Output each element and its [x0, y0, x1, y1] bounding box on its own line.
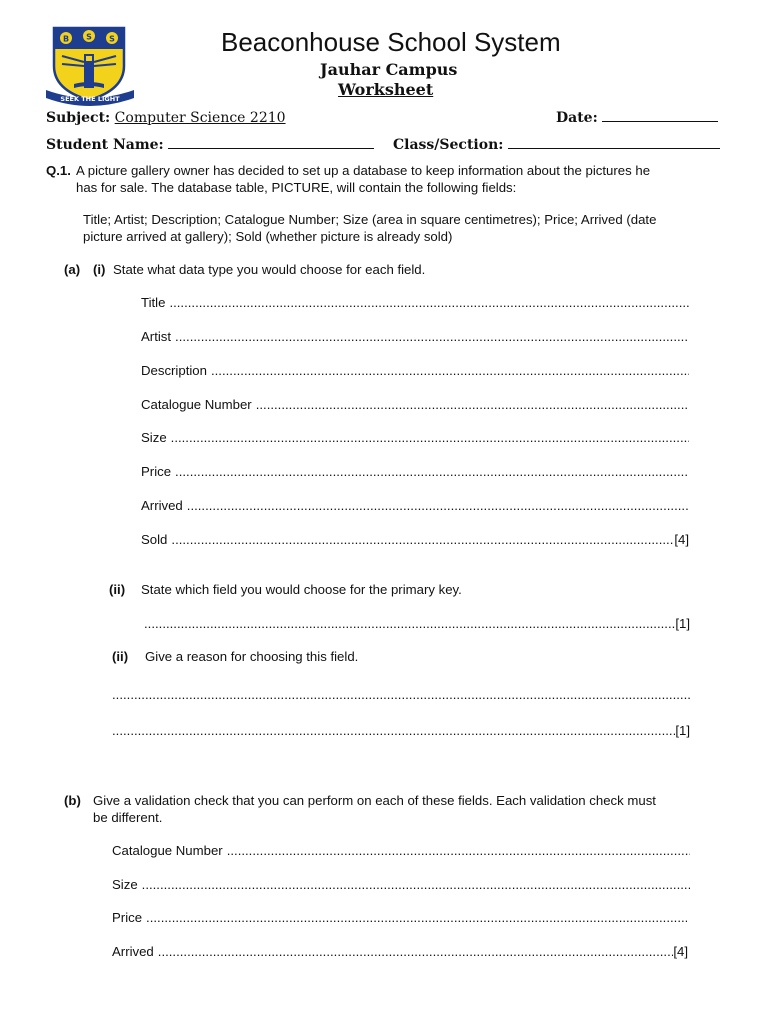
date-blank[interactable]	[602, 120, 718, 122]
validation-row-size[interactable]	[112, 877, 690, 892]
answer-dots	[256, 397, 689, 412]
class-section-blank[interactable]	[508, 147, 720, 149]
student-line	[46, 137, 374, 153]
field-label: Price	[141, 464, 172, 479]
field-label: Title	[141, 295, 166, 310]
logo-letter-1: B	[62, 34, 70, 44]
field-label: Catalogue Number	[112, 843, 223, 858]
marks-a-ii: [1]	[675, 616, 690, 631]
subject-line	[46, 110, 286, 126]
marks-a-i: [4]	[674, 532, 689, 547]
part-b-label: (b)	[64, 793, 81, 808]
part-a-ii-text: State which field you would choose for the primary key.	[141, 582, 462, 597]
validation-row-catalogue-number[interactable]	[112, 843, 690, 858]
answer-dots	[171, 430, 689, 445]
q1-fields-line2: picture arrived at gallery); Sold (whether picture is already sold)	[83, 229, 453, 244]
student-label: Student Name:	[46, 137, 164, 153]
field-label: Size	[112, 877, 138, 892]
campus-name: Jauhar Campus	[320, 60, 458, 79]
part-a-iii-text: Give a reason for choosing this field.	[145, 649, 359, 664]
answer-dots	[112, 723, 675, 738]
answer-dots	[227, 843, 690, 858]
answer-dots	[142, 877, 690, 892]
subject-label: Subject:	[46, 110, 111, 126]
q1-intro-line1: A picture gallery owner has decided to set up a database to keep information about the pictures he	[76, 163, 651, 178]
answer-row-title[interactable]	[141, 295, 689, 310]
answer-dots	[158, 944, 674, 959]
answer-dots	[169, 295, 689, 310]
answer-row-sold[interactable]	[141, 532, 689, 547]
date-line	[556, 110, 718, 126]
part-b-text-line2: be different.	[93, 810, 163, 825]
answer-dots	[171, 532, 674, 547]
answer-row-size[interactable]	[141, 430, 689, 445]
answer-dots	[187, 498, 689, 513]
field-label: Description	[141, 363, 207, 378]
field-label: Sold	[141, 532, 168, 547]
answer-dots	[112, 687, 690, 702]
class-line	[393, 137, 720, 153]
logo-letter-2: S	[86, 32, 92, 42]
validation-row-price[interactable]	[112, 910, 687, 925]
answer-row-primary-key[interactable]	[144, 616, 690, 631]
answer-row-reason-1[interactable]	[112, 687, 690, 702]
subject-value: Computer Science 2210	[114, 110, 286, 126]
part-b-text-line1: Give a validation check that you can perform on each of these fields. Each validation check must	[93, 793, 656, 808]
q1-number: Q.1.	[46, 163, 71, 178]
class-label: Class/Section:	[393, 137, 504, 153]
part-a-ii-label: (ii)	[109, 582, 126, 597]
answer-row-catalogue-number[interactable]	[141, 397, 689, 412]
date-label: Date:	[556, 110, 598, 126]
field-label: Size	[141, 430, 167, 445]
q1-fields-line1: Title; Artist; Description; Catalogue Number; Size (area in square centimetres); Price; Arrived (date	[83, 212, 657, 227]
part-a-iii-label: (ii)	[112, 649, 129, 664]
field-label: Catalogue Number	[141, 397, 252, 412]
q1-intro-line2: has for sale. The database table, PICTURE, will contain the following fields:	[76, 180, 517, 195]
validation-row-arrived[interactable]	[112, 944, 688, 959]
answer-row-description[interactable]	[141, 363, 689, 378]
part-a-i-label: (i)	[93, 262, 106, 277]
answer-dots	[175, 329, 689, 344]
answer-dots	[175, 464, 689, 479]
answer-row-price[interactable]	[141, 464, 689, 479]
field-label: Arrived	[112, 944, 154, 959]
marks-a-iii: [1]	[675, 723, 690, 738]
field-label: Artist	[141, 329, 172, 344]
answer-dots	[146, 910, 687, 925]
part-a-i-text: State what data type you would choose for each field.	[113, 262, 426, 277]
answer-dots	[211, 363, 689, 378]
logo-motto: SEEK THE LIGHT	[60, 95, 120, 103]
school-name: Beaconhouse School System	[221, 27, 561, 57]
student-name-blank[interactable]	[168, 147, 374, 149]
worksheet-title: Worksheet	[338, 80, 434, 99]
answer-dots	[144, 616, 675, 631]
marks-b: [4]	[673, 944, 688, 959]
field-label: Price	[112, 910, 143, 925]
part-a-label: (a)	[64, 262, 81, 277]
answer-row-artist[interactable]	[141, 329, 689, 344]
field-label: Arrived	[141, 498, 183, 513]
answer-row-reason-2[interactable]	[112, 723, 690, 738]
school-logo	[44, 24, 136, 108]
answer-row-arrived[interactable]	[141, 498, 689, 513]
logo-letter-3: S	[109, 34, 115, 44]
